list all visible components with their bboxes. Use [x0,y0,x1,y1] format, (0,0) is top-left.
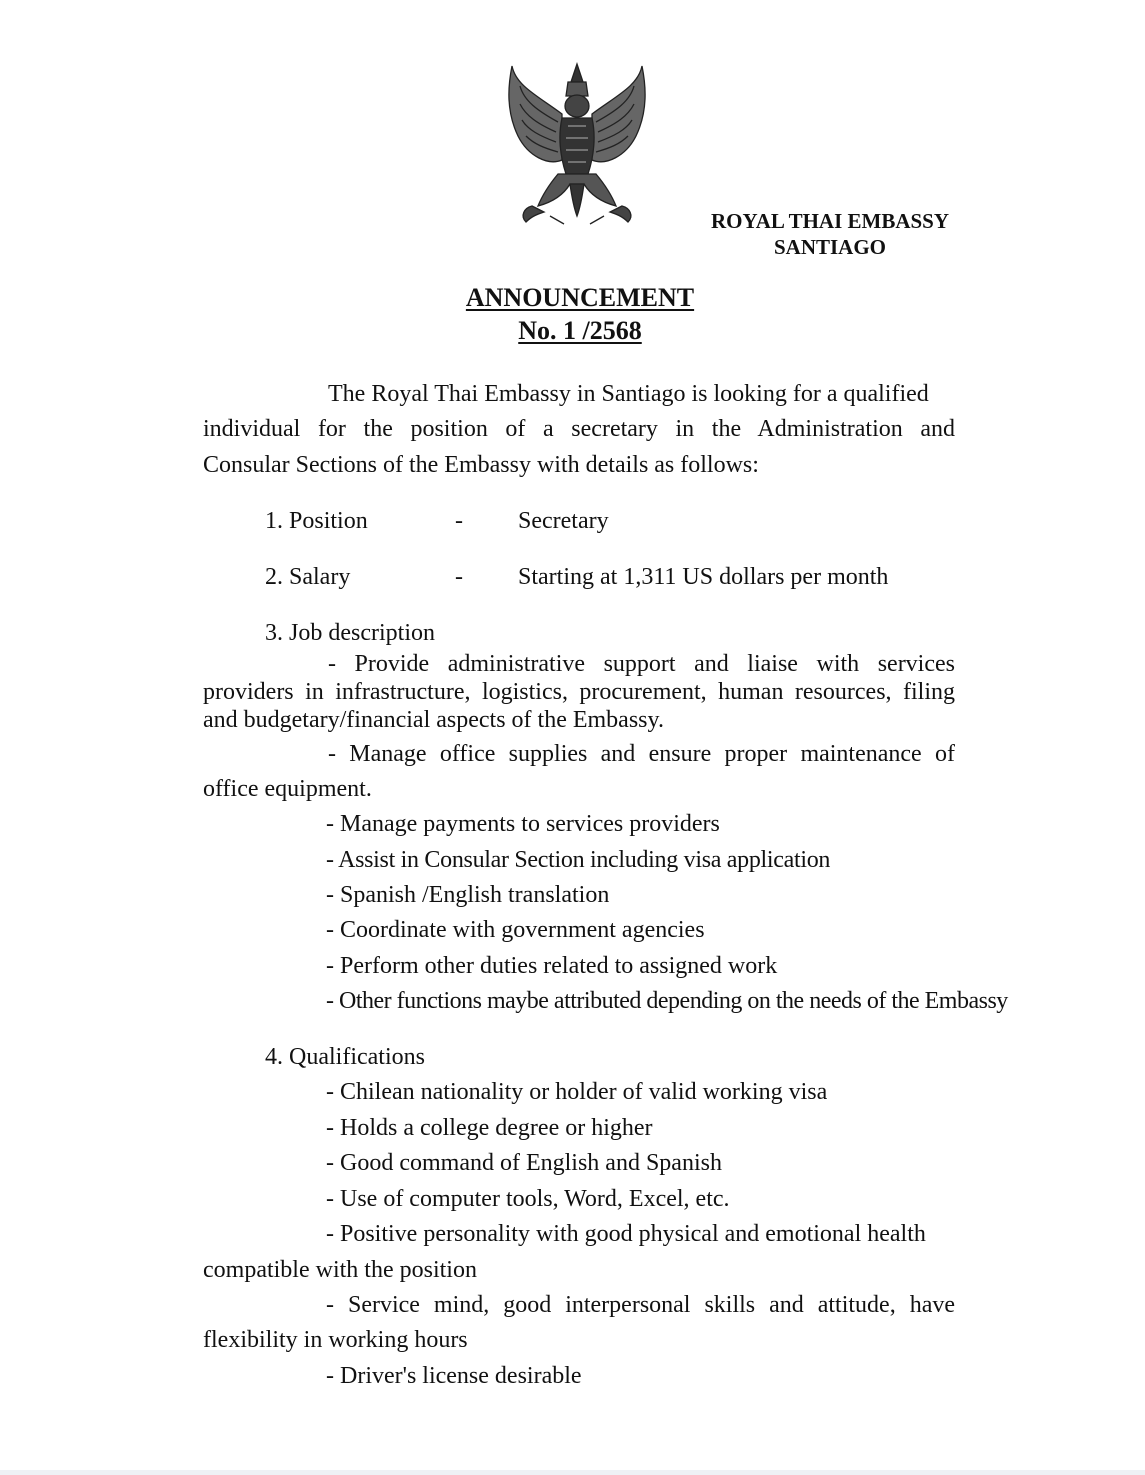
job-description-heading: 3. Job description [265,620,435,646]
job-item-4: - Assist in Consular Section including visa application [326,847,831,873]
qualification-3: - Good command of English and Spanish [326,1150,722,1176]
salary-value: Starting at 1,311 US dollars per month [518,564,889,590]
job-item-2-line-2: office equipment. [203,776,372,802]
job-item-5: - Spanish /English translation [326,882,610,908]
embassy-city: SANTIAGO [773,235,887,259]
job-item-1-line-3: and budgetary/financial aspects of the Embassy. [203,707,664,733]
qualification-7: - Driver's license desirable [326,1363,582,1389]
job-item-7: - Perform other duties related to assigned work [326,953,778,979]
qualification-1: - Chilean nationality or holder of valid working visa [326,1079,828,1105]
announcement-heading: ANNOUNCEMENT [465,283,695,312]
job-item-2-line-1: - Manage office supplies and ensure proper maintenance of [328,741,955,767]
garuda-emblem-icon [498,56,656,231]
job-item-1-line-1: - Provide administrative support and liaise with services [328,651,955,677]
qualification-4: - Use of computer tools, Word, Excel, etc. [326,1186,730,1212]
embassy-name: ROYAL THAI EMBASSY [710,209,950,233]
job-item-1-line-2: providers in infrastructure, logistics, procurement, human resources, filing [203,679,955,705]
qualifications-heading: 4. Qualifications [265,1044,425,1070]
job-item-8: - Other functions maybe attributed depending on the needs of the Embassy [326,988,1008,1014]
position-dash: - [455,508,463,534]
page-bottom-edge [0,1470,1145,1475]
job-item-3: - Manage payments to services providers [326,811,720,837]
qualification-5-line-2: compatible with the position [203,1257,477,1283]
job-item-6: - Coordinate with government agencies [326,917,705,943]
intro-line-1: The Royal Thai Embassy in Santiago is looking for a qualified [328,381,929,407]
position-value: Secretary [518,508,609,534]
embassy-header [700,208,960,260]
intro-line-2: individual for the position of a secretary in the Administration and [203,416,955,442]
salary-label: 2. Salary [265,564,351,590]
salary-dash: - [455,564,463,590]
intro-line-3: Consular Sections of the Embassy with details as follows: [203,452,759,478]
qualification-6-line-2: flexibility in working hours [203,1327,468,1353]
position-label: 1. Position [265,508,368,534]
announcement-number: No. 1 /2568 [518,316,642,345]
qualification-6-line-1: - Service mind, good interpersonal skills and attitude, have [326,1292,955,1318]
qualification-2: - Holds a college degree or higher [326,1115,653,1141]
qualification-5-line-1: - Positive personality with good physical and emotional health [326,1221,926,1247]
